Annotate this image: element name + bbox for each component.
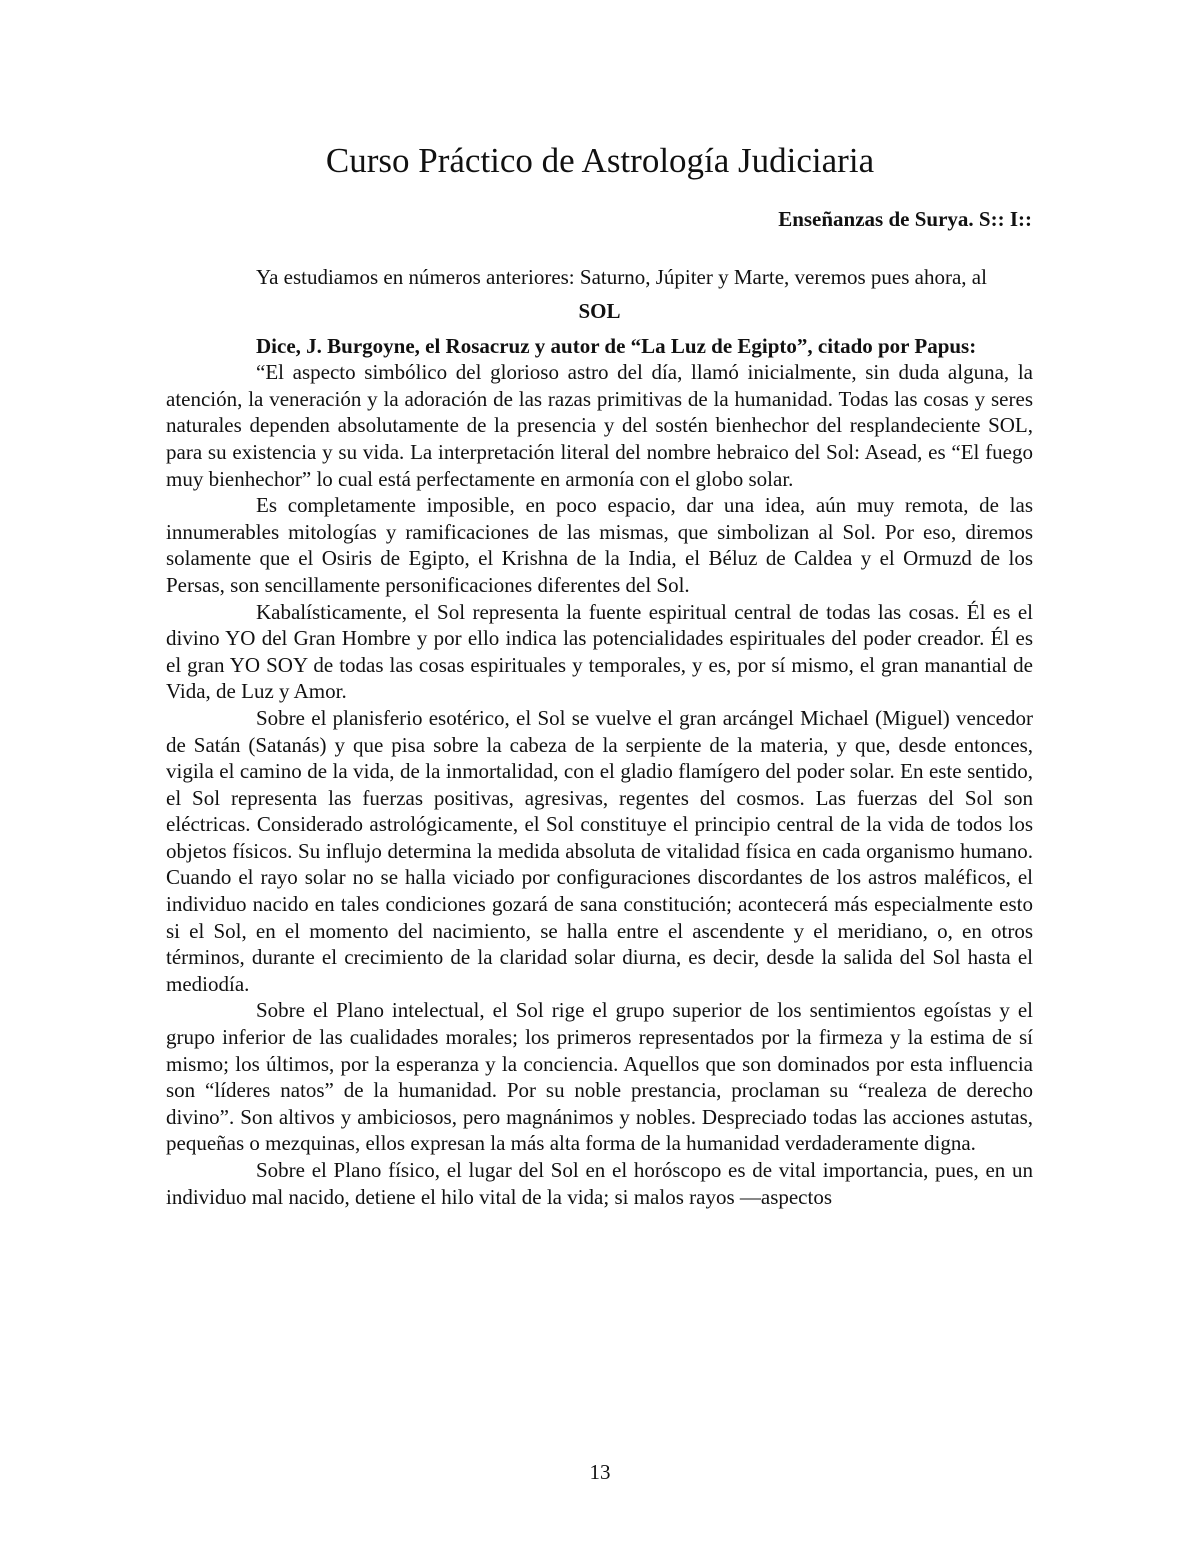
quote-intro-paragraph: Dice, J. Burgoyne, el Rosacruz y autor de “La Luz de Egipto”, citado por Papus: xyxy=(256,333,977,358)
intro-paragraph: Ya estudiamos en números anteriores: Saturno, Júpiter y Marte, veremos pues ahora, al xyxy=(256,265,987,289)
document-title: Curso Práctico de Astrología Judiciaria xyxy=(325,141,875,180)
section-heading: SOL xyxy=(578,298,621,323)
body-paragraph: “El aspecto simbólico del glorioso astro del día, llamó inicialmente, sin duda alguna, la atención, la veneración y la adoración de las razas primitivas de la humanidad. Todas las cosas y seres naturales dependen absolutamente de la presencia y del sostén bienhechor del resplandeciente SOL, para su existencia y su vida. La interpretación literal del nombre hebraico del Sol: Asead, es “El fuego muy bienhechor” lo cual está perfectamente en armonía con el globo solar. xyxy=(166,360,1033,491)
body-paragraph: Sobre el planisferio esotérico, el Sol se vuelve el gran arcángel Michael (Miguel) vencedor de Satán (Satanás) y que pisa sobre la cabeza de la serpiente de la materia, y que, desde entonces, vigila el camino de la vida, de la inmortalidad, con el gladio flamígero del poder solar. En este sentido, el Sol representa las fuerzas positivas, agresivas, regentes del cosmos. Las fuerzas del Sol son eléctricas. Considerado astrológicamente, el Sol constituye el principio central de la vida de todos los objetos físicos. Su influjo determina la medida absoluta de vitalidad física en cada organismo humano. Cuando el rayo solar no se halla viciado por configuraciones discordantes de los astros maléficos, el individuo nacido en tales condiciones gozará de sana constitución; acontecerá más especialmente esto si el Sol, en el momento del nacimiento, se halla entre el ascendente y el meridiano, o, en otros términos, durante el crecimiento de la claridad solar diurna, es decir, desde la salida del Sol hasta el mediodía. xyxy=(166,705,1033,996)
body-paragraph: Sobre el Plano físico, el lugar del Sol en el horóscopo es de vital importancia, pues, en un individuo mal nacido, detiene el hilo vital de la vida; si malos rayos —aspectos xyxy=(166,1158,1033,1209)
document-body xyxy=(166,264,1033,1210)
page-number: 13 xyxy=(589,1460,611,1484)
body-paragraph: Sobre el Plano intelectual, el Sol rige el grupo superior de los sentimientos egoístas y el grupo inferior de las cualidades morales; los primeros representados por la firmeza y la estima de sí mismo; los últimos, por la esperanza y la conciencia. Aquellos que son dominados por esta influencia son “líderes natos” de la humanidad. Por su noble prestancia, proclaman su “realeza de derecho divino”. Son altivos y ambiciosos, pero magnánimos y nobles. Despreciado todas las acciones astutas, pequeñas o mezquinas, ellos expresan la más alta forma de la humanidad verdaderamente digna. xyxy=(166,998,1033,1156)
document-subtitle: Enseñanzas de Surya. S:: I:: xyxy=(778,207,1032,231)
body-paragraph: Kabalísticamente, el Sol representa la fuente espiritual central de todas las cosas. Él es el divino YO del Gran Hombre y por ello indica las potencialidades espirituales del poder creador. Él es el gran YO SOY de todas las cosas espirituales y temporales, y es, por sí mismo, el gran manantial de Vida, de Luz y Amor. xyxy=(166,599,1033,704)
body-paragraph: Es completamente imposible, en poco espacio, dar una idea, aún muy remota, de las innumerables mitologías y ramificaciones de las mismas, que simbolizan al Sol. Por eso, diremos solamente que el Osiris de Egipto, el Krishna de la India, el Béluz de Caldea y el Ormuzd de los Persas, son sencillamente personificaciones diferentes del Sol. xyxy=(166,493,1033,597)
